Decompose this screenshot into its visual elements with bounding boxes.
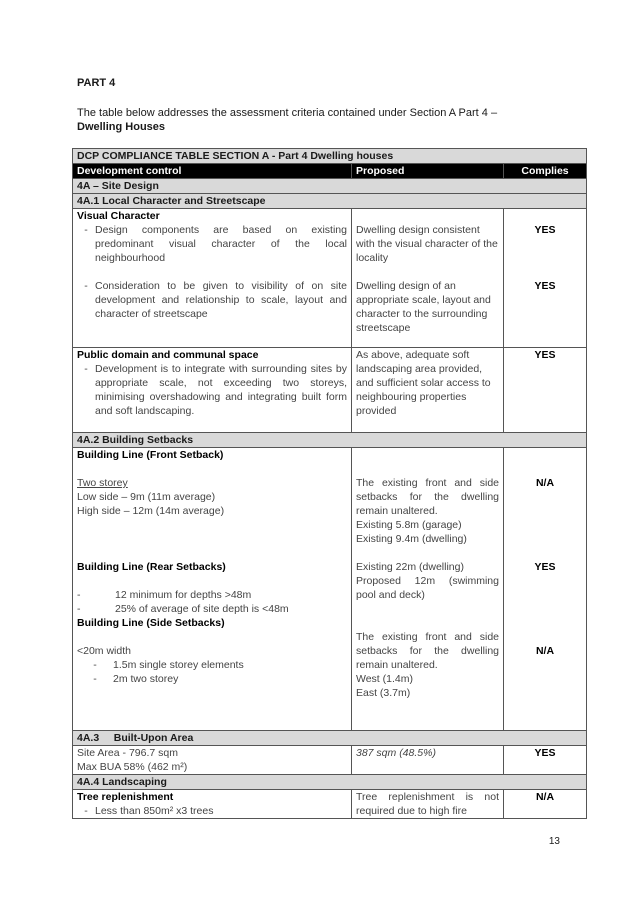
pd-complies: YES bbox=[534, 349, 556, 361]
rear-setback-heading: Building Line (Rear Setbacks) bbox=[77, 561, 226, 573]
front-prop-2: Existing 5.8m (garage) bbox=[356, 519, 462, 531]
side-rule-1: 1.5m single storey elements bbox=[113, 659, 244, 671]
front-complies: N/A bbox=[535, 477, 555, 489]
table-row: Visual Character - Design components are based on existing predominant visual character of the local neighbourhood - Consideration to be given to visibility of on site development and relationship to scale, layout and character of streetscape Dwelling design consistent with the visual character of the locality Dwelling design of an appropriate scale, layout and character to the surrounding streetscape YES YES bbox=[73, 209, 587, 348]
intro-bold: Dwelling Houses bbox=[77, 121, 166, 133]
vc1-prop: Dwelling design consistent with the visual character of the locality bbox=[356, 224, 498, 264]
intro-text bbox=[77, 106, 557, 134]
side-rule-2: 2m two storey bbox=[113, 673, 179, 685]
max-bua: Max BUA 58% (462 m²) bbox=[77, 761, 188, 773]
section-4a4: 4A.4 Landscaping bbox=[73, 775, 587, 790]
bua-complies: YES bbox=[534, 747, 556, 759]
pd-dev: Development is to integrate with surrounding sites by appropriate scale, not exceeding two storeys, minimising overshadowing and integrating built form and soft landscaping. bbox=[95, 363, 347, 417]
table-row bbox=[73, 746, 587, 775]
col-complies: Complies bbox=[504, 164, 587, 179]
visual-character-heading: Visual Character bbox=[77, 210, 160, 222]
section-4a3: 4A.3 Built-Upon Area bbox=[73, 731, 587, 746]
table-row: Building Line (Front Setback) Two storey Low side – 9m (11m average) High side – 12m (14m average) Building Line (Rear Setbacks) - 12 minimum for depths >48m - 25% of average of site depth is <48m Building Line (Side Setbacks) <20m width - 1.5m single storey elements - 2m two storey The existing front and side setbacks for the dwelling remain unaltered. Existing 5.8m (garage) Existing 9.4m (dwelling) Existing 22m (dwelling) Proposed 12m (swimming pool and deck) The existing front and side setbacks for the dwelling remain unaltered. West (1.4m) East (3.7m) N/A YES N/A bbox=[73, 448, 587, 731]
rear-rule-1: 12 minimum for depths >48m bbox=[115, 589, 252, 601]
tree-dev: Less than 850m² x3 trees bbox=[95, 805, 214, 817]
side-prop: The existing front and side setbacks for the dwelling remain unaltered. bbox=[356, 631, 499, 671]
table-row: Tree replenishment - Less than 850m² x3 trees Tree replenishment is not required due to high fire N/A bbox=[73, 790, 587, 819]
low-side: Low side – 9m (11m average) bbox=[77, 491, 216, 503]
site-area: Site Area - 796.7 sqm bbox=[77, 747, 178, 759]
vc1-dev: Design components are based on existing predominant visual character of the local neighbourhood bbox=[95, 224, 347, 264]
section-4a2: 4A.2 Building Setbacks bbox=[73, 433, 587, 448]
side-width: <20m width bbox=[77, 645, 131, 657]
rear-complies: YES bbox=[534, 561, 556, 573]
part-heading: PART 4 bbox=[77, 77, 116, 89]
side-complies: N/A bbox=[535, 645, 555, 657]
side-prop-2: West (1.4m) bbox=[356, 673, 413, 685]
side-prop-3: East (3.7m) bbox=[356, 687, 411, 699]
table-title-row bbox=[73, 149, 587, 164]
page-number: 13 bbox=[548, 836, 560, 847]
vc1-complies: YES bbox=[534, 224, 556, 236]
pd-prop: As above, adequate soft landscaping area provided, and sufficient solar access to neighbouring properties provided bbox=[356, 349, 491, 417]
side-setback-heading: Building Line (Side Setbacks) bbox=[77, 617, 225, 629]
section-4a1: 4A.1 Local Character and Streetscape bbox=[73, 194, 587, 209]
tree-complies: N/A bbox=[535, 791, 555, 803]
vc2-prop: Dwelling design of an appropriate scale, layout and character to the surrounding streetscape bbox=[356, 280, 491, 334]
bua-prop: 387 sqm (48.5%) bbox=[356, 747, 436, 759]
front-prop-3: Existing 9.4m (dwelling) bbox=[356, 533, 467, 545]
col-development-control: Development control bbox=[73, 164, 352, 179]
vc2-dev: Consideration to be given to visibility of on site development and relationship to scale, layout and character of streetscape bbox=[95, 280, 347, 320]
table-header-row bbox=[73, 164, 587, 179]
table-row: Public domain and communal space - Development is to integrate with surrounding sites by appropriate scale, not exceeding two storeys, minimising overshadowing and integrating built form and soft landscaping. As above, adequate soft landscaping area provided, and sufficient solar access to neighbouring properties provided YES bbox=[73, 348, 587, 433]
rear-rule-2: 25% of average of site depth is <48m bbox=[115, 603, 289, 615]
two-storey-label: Two storey bbox=[77, 477, 128, 489]
front-prop: The existing front and side setbacks for the dwelling remain unaltered. bbox=[356, 477, 499, 517]
high-side: High side – 12m (14m average) bbox=[77, 505, 225, 517]
public-domain-heading: Public domain and communal space bbox=[77, 349, 259, 361]
tree-replenishment-heading: Tree replenishment bbox=[77, 791, 174, 803]
intro-line: The table below addresses the assessment criteria contained under Section A Part 4 – bbox=[77, 107, 498, 119]
rear-prop-1: Existing 22m (dwelling) bbox=[356, 561, 464, 573]
rear-prop-2: Proposed 12m (swimming pool and deck) bbox=[356, 575, 499, 601]
front-setback-heading: Building Line (Front Setback) bbox=[77, 449, 224, 461]
vc2-complies: YES bbox=[534, 280, 556, 292]
col-proposed: Proposed bbox=[352, 164, 504, 179]
section-4a: 4A – Site Design bbox=[73, 179, 587, 194]
table-title: DCP COMPLIANCE TABLE SECTION A - Part 4 Dwelling houses bbox=[73, 149, 587, 164]
tree-prop: Tree replenishment is not required due to high fire bbox=[356, 791, 499, 817]
dcp-compliance-table bbox=[72, 148, 587, 819]
